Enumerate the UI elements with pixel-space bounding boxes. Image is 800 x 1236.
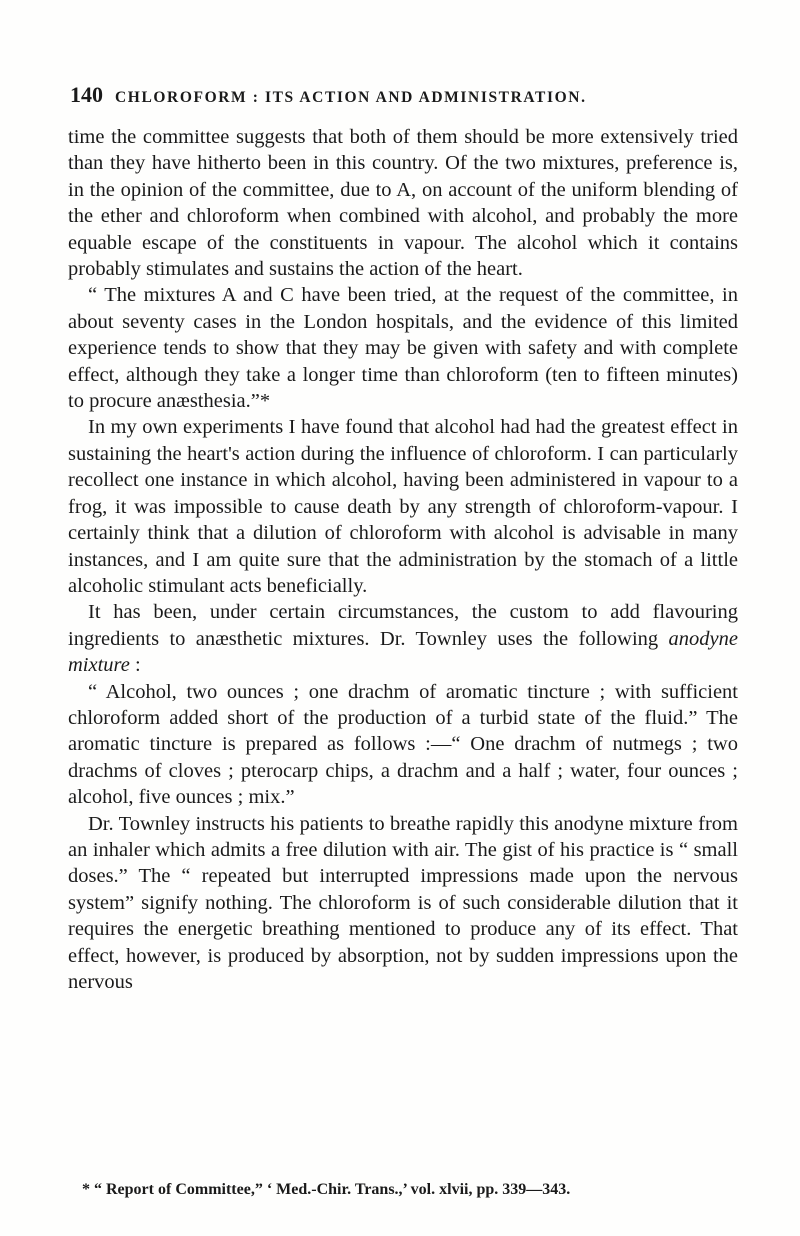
paragraph-recipe: “ Alcohol, two ounces ; one drachm of aromatic tincture ; with sufficient chloroform added short of the production of a turbid state of the fluid.” The aromatic tincture is prepared as follows :—“ One drachm of nutmegs ; two drachms of cloves ; pterocarp chips, a drachm and a half ; water, four ounces ; alcohol, five ounces ; mix.” [68, 680, 738, 809]
footnote: * “ Report of Committee,” ‘ Med.-Chir. Trans.,’ vol. xlvii, pp. 339—343. [82, 1181, 571, 1198]
paragraph-committee-quote: “ The mixtures A and C have been tried, at the request of the committee, in about seventy cases in the London hospitals, and the evidence of this limited experience tends to show that they may be given with safety and with complete effect, although they take a longer time than chloroform (ten to fifteen minutes) to procure anæsthesia.”* [68, 284, 738, 413]
body-text [68, 124, 738, 995]
page-number: 140 [70, 82, 103, 107]
anodyne-mixture-term: anodyne mixture [68, 627, 738, 677]
paragraph-flavouring-text: It has been, under certain circumstances, the custom to add flavouring ingredients to anæsthetic mixtures. Dr. Townley uses the following [68, 601, 738, 650]
paragraph-continued: time the committee suggests that both of them should be more extensively tried than they have hitherto been in this country. Of the two mixtures, preference is, in the opinion of the committee, due to A, on account of the uniform blending of the ether and chloroform when combined with alcohol, and probably the more equable escape of the constituents in vapour. The alcohol which it contains probably stimulates and sustains the action of the heart. [68, 126, 738, 281]
paragraph-flavouring-tail: : [129, 654, 141, 677]
paragraph-flavouring [68, 599, 738, 678]
paragraph-own-experiments: In my own experiments I have found that alcohol had had the greatest effect in sustaining the heart's action during the influence of chloroform. I can particularly recollect one instance in which alcohol, having been administered in vapour to a frog, it was impossible to cause death by any strength of chloroform-vapour. I certainly think that a dilution of chloroform with alcohol is advisable in many instances, and I am quite sure that the administration by the stomach of a little alcoholic stimulant acts beneficially. [68, 416, 738, 597]
running-head [70, 82, 730, 108]
running-title: CHLOROFORM : ITS ACTION AND ADMINISTRATION. [115, 89, 587, 106]
paragraph-townley-practice: Dr. Townley instructs his patients to breathe rapidly this anodyne mixture from an inhaler which admits a free dilution with air. The gist of his practice is “ small doses.” The “ repeated but interrupted impressions made upon the nervous system” signify nothing. The chloroform is of such considerable dilution that it requires the energetic breathing mentioned to produce any of its effect. That effect, however, is produced by absorption, not by sudden impressions upon the nervous [68, 812, 738, 993]
